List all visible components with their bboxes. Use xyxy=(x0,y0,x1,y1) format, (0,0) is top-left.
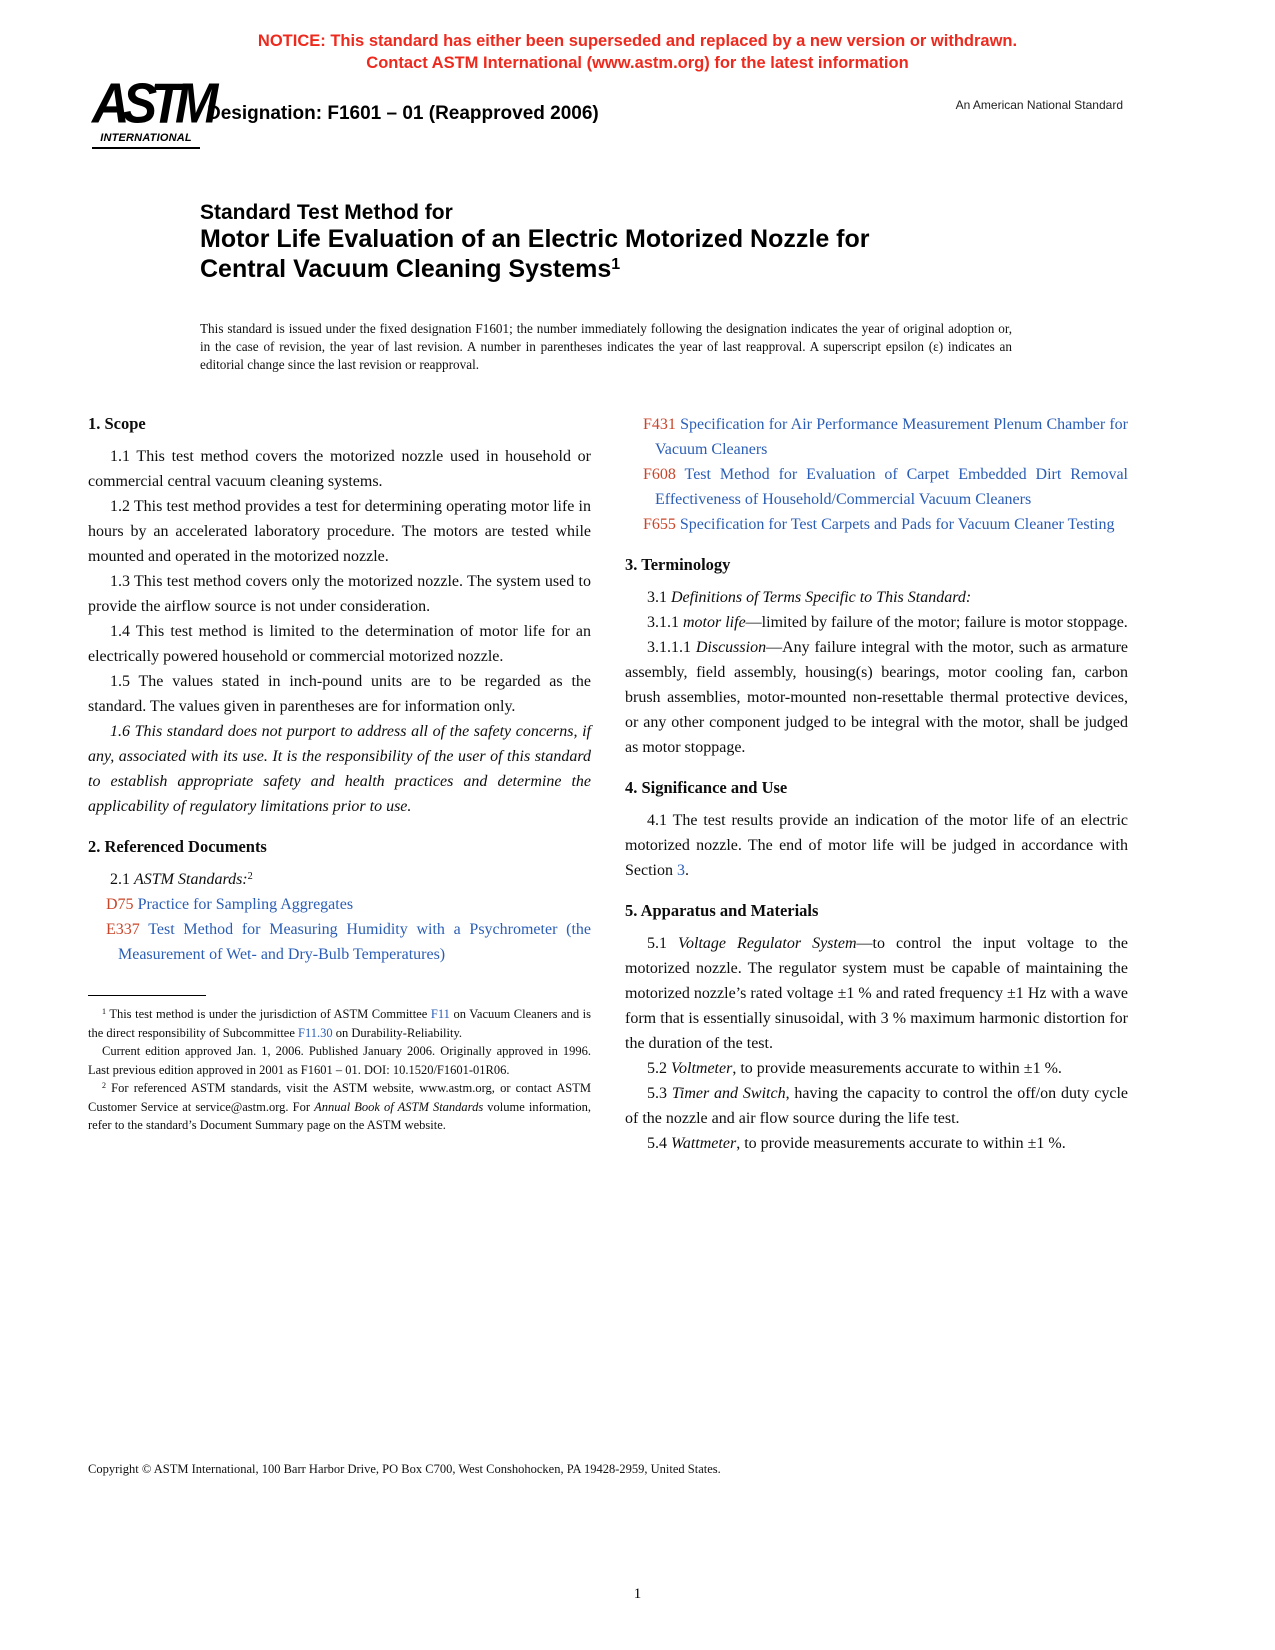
title-line-2: Motor Life Evaluation of an Electric Motorized Nozzle for xyxy=(200,225,870,254)
inline-reference-link[interactable]: Test Method for Evaluation of Carpet Embedded Dirt Removal Effectiveness of Household/Commercial Vacuum Cleaners xyxy=(655,466,1128,508)
paragraph-5-3 xyxy=(625,1081,1128,1131)
paragraph-2-1 xyxy=(88,867,591,892)
paragraph-1-5 xyxy=(88,669,591,719)
text-segment: 1.6 This standard does not purport to address all of the safety concerns, if any, associated with its use. It is the responsibility of the user of this standard to establish appropriate safety and health practices and determine the applicability of regulatory limitations prior to use. xyxy=(88,723,591,815)
text-segment: 3.1.1 xyxy=(647,614,683,631)
text-segment: Timer and Switch xyxy=(671,1085,786,1102)
text-segment: For referenced ASTM standards, visit the ASTM website, www.astm.org, or contact ASTM Customer Service at service@astm.org. For xyxy=(88,1081,591,1114)
paragraph-1-6 xyxy=(88,719,591,819)
text-segment: 5.3 xyxy=(647,1085,672,1102)
text-segment: 1.3 This test method covers only the motorized nozzle. The system used to provide the airflow source is not under consideration. xyxy=(88,573,591,615)
text-segment: motor life xyxy=(683,614,746,631)
text-segment: , having the capacity to control the off/on duty cycle of the nozzle and air flow source during the life test. xyxy=(625,1085,1128,1127)
text-segment: Discussion xyxy=(695,639,767,656)
text-segment: , to provide measurements accurate to within ±1 %. xyxy=(732,1060,1062,1077)
text-segment: This test method is under the jurisdiction of ASTM Committee xyxy=(106,1007,431,1021)
designation-heading: Designation: F1601 – 01 (Reapproved 2006) xyxy=(207,103,599,124)
text-segment: 3.1 xyxy=(647,589,671,606)
paragraph-1-3 xyxy=(88,569,591,619)
document-title xyxy=(200,200,870,284)
footnote-2 xyxy=(88,1079,591,1135)
text-segment: . xyxy=(685,862,689,879)
paragraph-3-1-1-1 xyxy=(625,635,1128,760)
paragraph-3-1-1 xyxy=(625,610,1128,635)
text-segment: 5.4 xyxy=(647,1135,671,1152)
inline-reference-link[interactable]: F431 xyxy=(643,416,676,433)
paragraph-1-4 xyxy=(88,619,591,669)
paragraph-5-1 xyxy=(625,931,1128,1056)
astm-logo-mark: ASTM xyxy=(92,72,212,136)
inline-reference-link[interactable]: E337 xyxy=(106,921,140,938)
text-segment: 2.1 xyxy=(110,871,134,888)
paragraph-5-2 xyxy=(625,1056,1128,1081)
section-heading-referenced-documents: 2. Referenced Documents xyxy=(88,837,267,856)
text-segment: 4.1 The test results provide an indication of the motor life of an electric motorized nozzle. The end of motor life will be judged in accordance with Section xyxy=(625,812,1128,879)
text-segment: 1.4 This test method is limited to the determination of motor life for an electrically powered household or commercial motorized nozzle. xyxy=(88,623,591,665)
text-segment: 1.2 This test method provides a test for determining operating motor life in hours by an accelerated laboratory procedure. The motors are tested while mounted and operated in the motorized nozzle. xyxy=(88,498,591,565)
section-heading-significance-and-use: 4. Significance and Use xyxy=(625,778,788,797)
reference-link-D75[interactable] xyxy=(88,892,591,917)
text-segment: 2 xyxy=(247,870,253,882)
inline-reference-link[interactable]: Specification for Test Carpets and Pads for Vacuum Cleaner Testing xyxy=(675,516,1115,533)
paragraph-5-4 xyxy=(625,1131,1128,1156)
text-segment: 5.1 xyxy=(647,935,679,952)
text-segment: , to provide measurements accurate to within ±1 %. xyxy=(736,1135,1066,1152)
text-segment: 1.1 This test method covers the motorized nozzle used in household or commercial central vacuum cleaning systems. xyxy=(88,448,591,490)
text-segment: 5.2 xyxy=(647,1060,671,1077)
text-segment: on Vacuum Cleaners and is the direct responsibility of Subcommittee xyxy=(88,1007,592,1040)
american-national-standard-label: An American National Standard xyxy=(955,98,1123,112)
title-line-3 xyxy=(200,255,870,285)
text-segment: volume information, refer to the standard’s Document Summary page on the ASTM website. xyxy=(88,1099,591,1132)
text-segment: 1 xyxy=(102,1007,106,1016)
inline-reference-link[interactable]: F655 xyxy=(643,516,676,533)
inline-reference-link[interactable]: F608 xyxy=(643,466,676,483)
text-segment: —limited by failure of the motor; failure is motor stoppage. xyxy=(745,614,1128,631)
paragraph-4-1 xyxy=(625,808,1128,883)
inline-reference-link[interactable]: D75 xyxy=(106,896,134,913)
text-segment: —to control the input voltage to the motorized nozzle. The regulator system must be capable of maintaining the motorized nozzle’s rated voltage ±1 % and rated frequency ±1 Hz with a wave form that is essentially sinusoidal, with 3 % maximum harmonic distortion for the duration of the test. xyxy=(625,935,1128,1052)
inline-reference-link[interactable]: Specification for Air Performance Measurement Plenum Chamber for Vacuum Cleaners xyxy=(655,416,1128,458)
text-segment: —Any failure integral with the motor, such as armature assembly, field assembly, housing(s) bearings, motor cooling fan, carbon brush assemblies, motor-mounted non-resettable thermal protective devices, or any other component judged to be integral with the motor, shall be judged as motor stoppage. xyxy=(625,639,1129,756)
inline-reference-link[interactable]: Practice for Sampling Aggregates xyxy=(133,896,354,913)
inline-reference-link[interactable]: F11.30 xyxy=(298,1025,333,1040)
notice-line1: NOTICE: This standard has either been superseded and replaced by a new version or withdrawn. xyxy=(257,32,1018,50)
page-number: 1 xyxy=(633,1586,642,1602)
text-segment: Wattmeter xyxy=(671,1135,737,1152)
text-segment: Voltmeter xyxy=(671,1060,733,1077)
copyright-line: Copyright © ASTM International, 100 Barr Harbor Drive, PO Box C700, West Conshohocken, PA 19428-2959, United States. xyxy=(88,1462,721,1476)
inline-reference-link[interactable]: 3 xyxy=(677,862,685,879)
footnote-edition-history: Current edition approved Jan. 1, 2006. Published January 2006. Originally approved in 1996. Last previous edition approved in 2001 as F1601 – 01. DOI: 10.1520/F1601-01R06. xyxy=(88,1044,591,1077)
text-segment: 1 xyxy=(611,255,621,273)
paragraph-1-2 xyxy=(88,494,591,569)
text-segment: on Durability-Reliability. xyxy=(332,1025,463,1040)
footnote-divider xyxy=(88,995,206,996)
right-column xyxy=(625,412,1128,1156)
footnotes-block xyxy=(88,995,591,1135)
section-heading-apparatus-and-materials: 5. Apparatus and Materials xyxy=(625,901,819,920)
text-segment: Annual Book of ASTM Standards xyxy=(314,1099,484,1114)
paragraph-1-1 xyxy=(88,444,591,494)
inline-reference-link[interactable]: Test Method for Measuring Humidity with a Psychrometer (the Measurement of Wet- and Dry-Bulb Temperatures) xyxy=(118,921,591,963)
issuance-note: This standard is issued under the fixed designation F1601; the number immediately following the designation indicates the year of original adoption or, in the case of revision, the year of last revision. A number in parentheses indicates the year of last reapproval. A superscript epsilon (ε) indicates an editorial change since the last revision or reapproval. xyxy=(200,321,1012,372)
inline-reference-link[interactable]: F11 xyxy=(430,1007,450,1021)
text-segment: Central Vacuum Cleaning Systems xyxy=(200,254,612,283)
text-segment: Definitions of Terms Specific to This Standard: xyxy=(671,589,972,606)
reference-link-E337[interactable] xyxy=(88,917,591,967)
text-segment: 3.1.1.1 xyxy=(647,639,696,656)
reference-link-F655[interactable] xyxy=(625,512,1128,537)
footnote-1 xyxy=(88,1005,591,1042)
reference-link-F608[interactable] xyxy=(625,462,1128,512)
notice-line2: Contact ASTM International (www.astm.org) for the latest information xyxy=(366,54,909,73)
title-line-1: Standard Test Method for xyxy=(200,201,453,224)
left-column xyxy=(88,412,591,1156)
body-columns xyxy=(88,412,1128,1156)
text-segment: 2 xyxy=(102,1081,106,1090)
superseded-notice xyxy=(0,30,1275,75)
text-segment: 1.5 The values stated in inch-pound units are to be regarded as the standard. The values given in parentheses are for information only. xyxy=(88,673,591,715)
section-heading-scope: 1. Scope xyxy=(88,414,146,433)
reference-link-F431[interactable] xyxy=(625,412,1128,462)
astm-logo xyxy=(92,72,212,149)
text-segment: Voltage Regulator System xyxy=(678,935,857,952)
text-segment: ASTM Standards: xyxy=(134,871,248,888)
section-heading-terminology: 3. Terminology xyxy=(625,555,731,574)
paragraph-3-1 xyxy=(625,585,1128,610)
astm-logo-international: INTERNATIONAL xyxy=(92,132,200,149)
